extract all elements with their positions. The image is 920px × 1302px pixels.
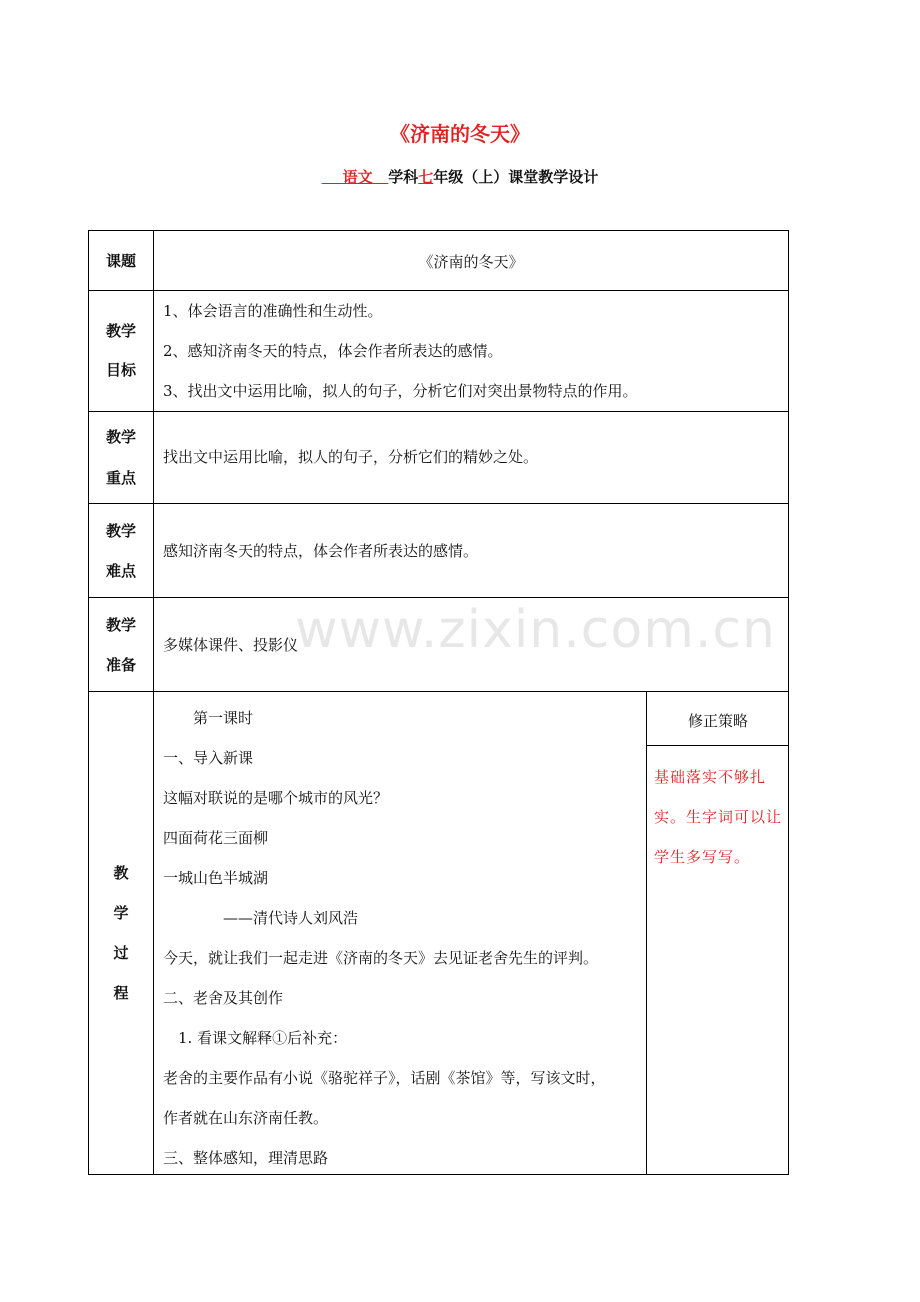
process-line: 一、导入新课: [163, 749, 254, 767]
topic-value: 《济南的冬天》: [418, 253, 524, 271]
notes-line: 学生多写写。: [654, 848, 751, 866]
watermark: www.zixin.com.cn: [295, 600, 776, 660]
process-label-3: 过: [113, 944, 129, 962]
goal-item: 2、感知济南冬天的特点，体会作者所表达的感情。: [163, 342, 503, 360]
goal-item: 1、体会语言的准确性和生动性。: [163, 302, 383, 320]
preparation-value: 多媒体课件、投影仪: [163, 636, 299, 654]
document-subtitle: [0, 166, 920, 187]
process-line: 三、整体感知，理清思路: [163, 1149, 329, 1167]
focus-label-1: 教学: [105, 428, 136, 446]
process-line: 这幅对联说的是哪个城市的风光？: [163, 789, 389, 807]
process-line: 作者就在山东济南任教。: [163, 1109, 329, 1127]
subject-field: [322, 168, 389, 186]
subject-value: 语文: [342, 168, 373, 186]
focus-value: 找出文中运用比喻，拟人的句子，分析它们的精妙之处。: [163, 448, 539, 466]
difficulty-label-2: 难点: [105, 562, 136, 580]
row-divider: [89, 597, 788, 598]
notes-header-divider: [646, 745, 788, 746]
process-line: ——清代诗人刘风浩: [163, 909, 359, 927]
goal-item: 3、找出文中运用比喻，拟人的句子，分析它们对突出景物特点的作用。: [163, 382, 638, 400]
process-line: 四面荷花三面柳: [163, 829, 269, 847]
topic-label: 课题: [105, 252, 136, 270]
process-line: 一城山色半城湖: [163, 869, 269, 887]
goals-label-2: 目标: [105, 361, 136, 379]
process-line: 今天，就让我们一起走进《济南的冬天》去见证老舍先生的评判。: [163, 949, 599, 967]
process-label-1: 教: [113, 864, 129, 882]
process-line: 二、老舍及其创作: [163, 989, 284, 1007]
goals-label-1: 教学: [105, 322, 136, 340]
subtitle-text-2: 年级（上）课堂教学设计: [433, 168, 599, 186]
label-column-divider: [153, 231, 154, 1174]
focus-label-2: 重点: [105, 469, 136, 487]
row-divider: [89, 503, 788, 504]
row-divider: [89, 691, 788, 692]
notes-header: 修正策略: [687, 712, 748, 730]
process-label-2: 学: [113, 904, 129, 922]
process-line: 1. 看课文解释①后补充：: [163, 1029, 348, 1047]
document-title: 《济南的冬天》: [390, 122, 530, 146]
subtitle-text-1: 学科: [388, 168, 419, 186]
process-line: 第一课时: [163, 709, 254, 727]
difficulty-label-1: 教学: [105, 522, 136, 540]
process-line: 老舍的主要作品有小说《骆驼祥子》，话剧《茶馆》等，写该文时，: [163, 1069, 606, 1087]
row-divider: [89, 411, 788, 412]
notes-line: 基础落实不够扎: [654, 768, 767, 786]
notes-column-divider: [646, 691, 647, 1174]
process-label-4: 程: [113, 984, 129, 1002]
difficulty-value: 感知济南冬天的特点，体会作者所表达的感情。: [163, 542, 479, 560]
grade-value: 七: [418, 168, 434, 186]
preparation-label-1: 教学: [105, 616, 136, 634]
preparation-label-2: 准备: [105, 656, 136, 674]
notes-line: 实。生字词可以让: [654, 808, 783, 826]
lesson-plan-table: [88, 230, 789, 1175]
